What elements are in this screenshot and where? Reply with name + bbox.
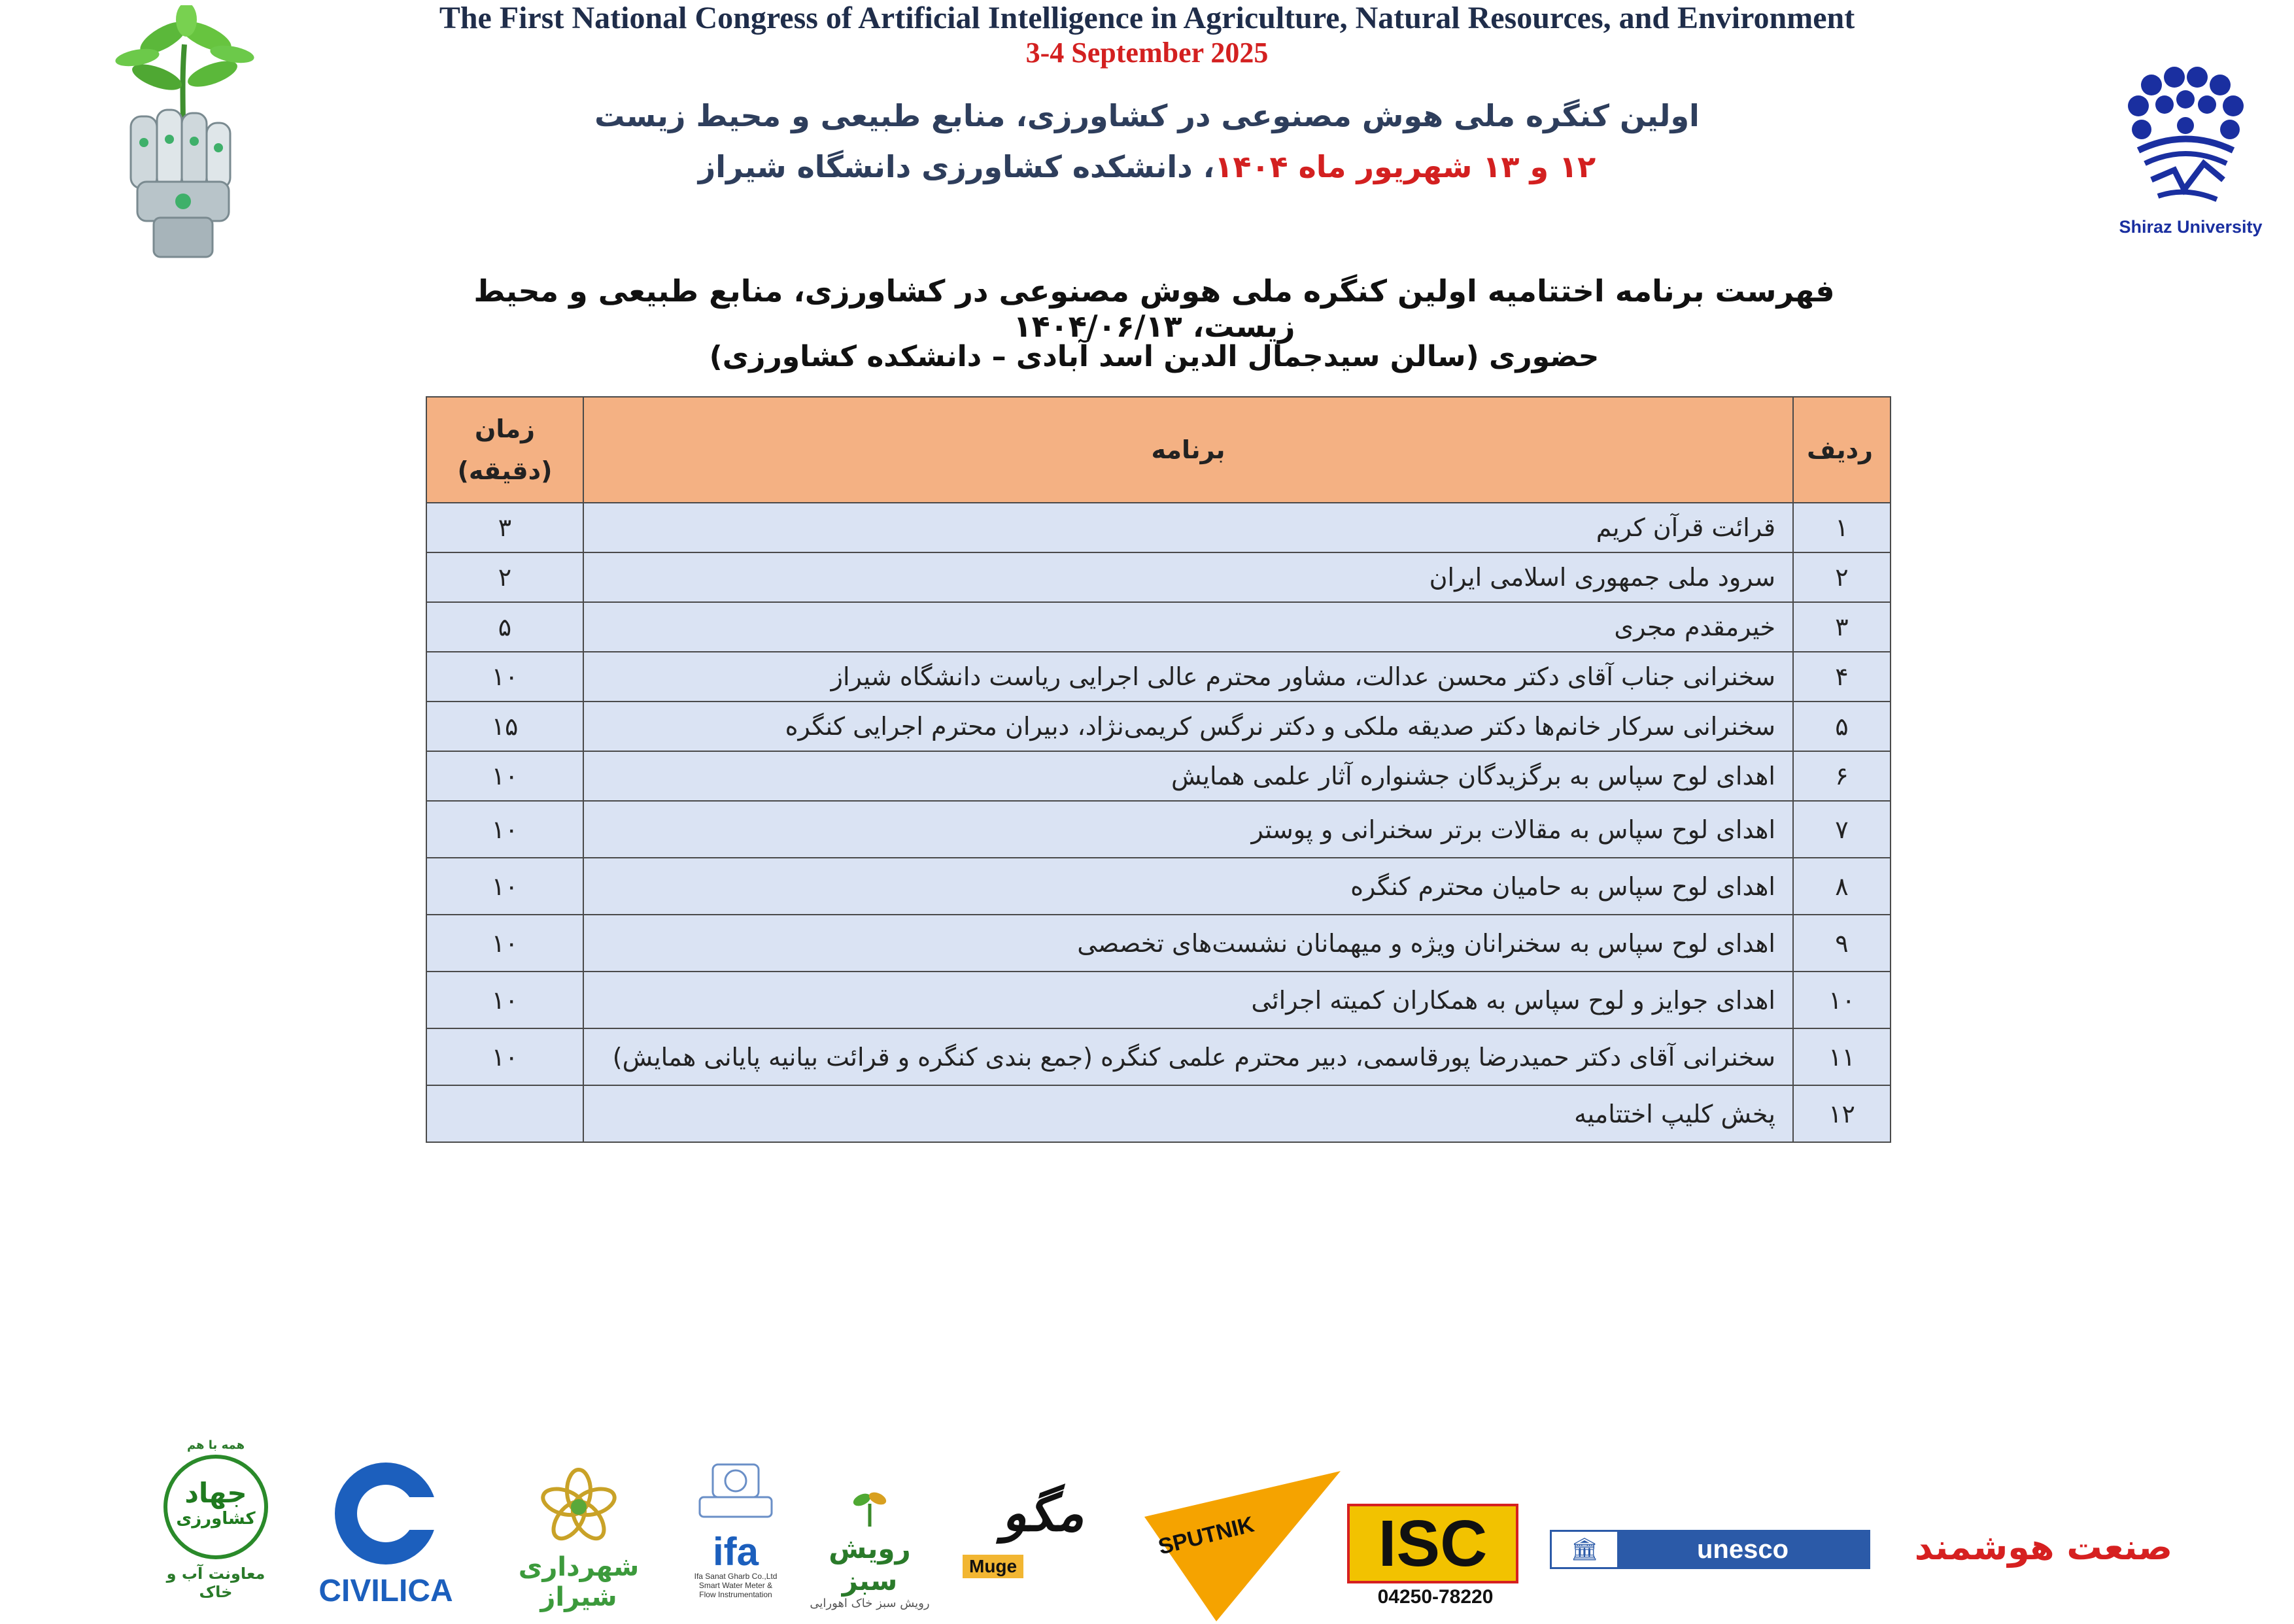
shahrdari-flower-icon — [530, 1464, 628, 1549]
row-time: ۱۵ — [426, 702, 583, 751]
row-time: ۱۰ — [426, 801, 583, 858]
sponsor-jahad-keshavarzi — [150, 1438, 281, 1608]
jahad-bottom-text: معاونت آب و خاک — [166, 1565, 265, 1601]
jahad-badge — [163, 1455, 268, 1559]
row-time: ۱۰ — [426, 972, 583, 1028]
row-num: ۷ — [1793, 801, 1891, 858]
sponsor-ifa — [680, 1458, 791, 1615]
jahad-main-text: جهاد — [184, 1477, 247, 1509]
congress-dates-en: 3-4 September 2025 — [1025, 37, 1269, 69]
header-num: ردیف — [1793, 397, 1891, 503]
row-num: ۱۱ — [1793, 1028, 1891, 1085]
row-time: ۵ — [426, 602, 583, 652]
table-row — [426, 602, 1891, 652]
table-row — [426, 972, 1891, 1028]
row-time: ۲ — [426, 552, 583, 602]
venue-line: حضوری (سالن سیدجمال الدین اسد آبادی – دانشکده کشاورزی) — [709, 340, 1600, 373]
row-program: سخنرانی آقای دکتر حمیدرضا پورقاسمی، دبیر محترم علمی کنگره (جمع بندی کنگره و قرائت بیانیه پایانی همایش) — [583, 1028, 1793, 1085]
row-time — [426, 1085, 583, 1142]
sponsor-isc — [1347, 1504, 1524, 1612]
sputnik-label: SPUTNIK — [1156, 1512, 1257, 1560]
row-program: اهدای لوح سپاس به حامیان محترم کنگره — [583, 858, 1793, 915]
unesco-temple-icon: 🏛 — [1570, 1536, 1599, 1563]
congress-title-en: The First National Congress of Artificial Intelligence in Agriculture, Natural Resources, and Environment — [439, 1, 1855, 35]
row-time: ۱۰ — [426, 915, 583, 972]
sprout-icon — [850, 1484, 889, 1530]
congress-dates-fa — [0, 149, 2294, 184]
row-time: ۱۰ — [426, 1028, 583, 1085]
row-num: ۵ — [1793, 702, 1891, 751]
row-program: اهدای جوایز و لوح سپاس به همکاران کمیته اجرائی — [583, 972, 1793, 1028]
row-program: سرود ملی جمهوری اسلامی ایران — [583, 552, 1793, 602]
sponsor-muge — [955, 1484, 1131, 1595]
civilica-c-icon — [298, 1458, 474, 1569]
row-program: خیرمقدم مجری — [583, 602, 1793, 652]
table-row — [426, 1085, 1891, 1142]
row-num: ۴ — [1793, 652, 1891, 702]
row-program: اهدای لوح سپاس به مقالات برتر سخنرانی و پوستر — [583, 801, 1793, 858]
header-program: برنامه — [583, 397, 1793, 503]
header-time-line2: (دقیقه) — [457, 456, 553, 485]
rooyesh-label: رویش سبز — [829, 1532, 911, 1597]
row-num: ۱۰ — [1793, 972, 1891, 1028]
rooyesh-sub: رویش سبز خاک اهورایی — [810, 1597, 930, 1610]
sanat-label: صنعت هوشمند — [1914, 1527, 2173, 1568]
table-row — [426, 702, 1891, 751]
table-row — [426, 801, 1891, 858]
isc-phone: 04250-78220 — [1377, 1586, 1494, 1608]
jahad-sub-text: کشاورزی — [176, 1509, 256, 1529]
dates-fa-highlight: ۱۲ و ۱۳ شهریور ماه ۱۴۰۴ — [1214, 149, 1596, 184]
civilica-label: CIVILICA — [318, 1574, 453, 1608]
table-row — [426, 552, 1891, 602]
isc-box — [1347, 1504, 1518, 1583]
muge-main-text: مگو — [1002, 1484, 1084, 1543]
muge-sub-text: Muge — [969, 1556, 1018, 1576]
row-num: ۱ — [1793, 503, 1891, 552]
ifa-label: ifa — [712, 1530, 759, 1574]
isc-label: ISC — [1378, 1507, 1488, 1580]
row-num: ۸ — [1793, 858, 1891, 915]
table-row — [426, 751, 1891, 801]
row-program: اهدای لوح سپاس به سخنرانان ویژه و میهمانان نشست‌های تخصصی — [583, 915, 1793, 972]
sponsor-sanat-hooshmand — [1890, 1527, 2197, 1572]
header-time — [426, 397, 583, 503]
row-time: ۱۰ — [426, 858, 583, 915]
table-row — [426, 915, 1891, 972]
program-title: فهرست برنامه اختتامیه اولین کنگره ملی هوش مصنوعی در کشاورزی، منابع طبیعی و محیط زیست، ۱۴۰۴/۰۶/۱۳ — [473, 273, 1835, 344]
sponsor-shahrdari-shiraz — [494, 1464, 664, 1612]
row-program: سخنرانی جناب آقای دکتر محسن عدالت، مشاور محترم عالی اجرایی ریاست دانشگاه شیراز — [583, 652, 1793, 702]
shiraz-university-emblem-icon — [2112, 65, 2256, 209]
unesco-label: unesco — [1696, 1534, 1789, 1564]
table-row — [426, 503, 1891, 552]
muge-badge — [963, 1555, 1023, 1578]
ifa-desc-1: Smart Water Meter & — [698, 1581, 773, 1590]
sponsor-sputnik — [1144, 1471, 1341, 1621]
row-time: ۳ — [426, 503, 583, 552]
row-num: ۱۲ — [1793, 1085, 1891, 1142]
row-time: ۱۰ — [426, 652, 583, 702]
ifa-desc-2: Flow Instrumentation — [699, 1590, 772, 1599]
water-meter-icon — [693, 1458, 778, 1530]
ifa-company: Ifa Sanat Gharb Co.,Ltd — [694, 1572, 778, 1581]
row-num: ۹ — [1793, 915, 1891, 972]
table-row — [426, 858, 1891, 915]
sponsor-unesco — [1550, 1530, 1870, 1569]
jahad-top-text: همه با هم — [186, 1438, 245, 1452]
sponsor-civilica — [298, 1458, 474, 1608]
row-num: ۶ — [1793, 751, 1891, 801]
header-time-line1: زمان — [474, 414, 536, 443]
row-program: اهدای لوح سپاس به برگزیدگان جشنواره آثار علمی همایش — [583, 751, 1793, 801]
sponsor-rooyesh-sabz — [804, 1484, 935, 1610]
table-row — [426, 652, 1891, 702]
table-row — [426, 1028, 1891, 1085]
row-time: ۱۰ — [426, 751, 583, 801]
row-program: سخنرانی سرکار خانم‌ها دکتر صدیقه ملکی و دکتر نرگس کریمی‌نژاد، دبیران محترم اجرایی کنگره — [583, 702, 1793, 751]
program-table — [426, 396, 1891, 1143]
row-program: پخش کلیپ اختتامیه — [583, 1085, 1793, 1142]
row-num: ۲ — [1793, 552, 1891, 602]
shahrdari-label: شهرداری شیراز — [518, 1552, 640, 1612]
row-program: قرائت قرآن کریم — [583, 503, 1793, 552]
dates-fa-rest: ، دانشکده کشاورزی دانشگاه شیراز — [698, 149, 1215, 184]
row-num: ۳ — [1793, 602, 1891, 652]
university-name-en: Shiraz University — [2119, 217, 2263, 237]
table-header-row — [426, 397, 1891, 503]
unesco-label-box — [1617, 1532, 1868, 1567]
congress-title-fa: اولین کنگره ملی هوش مصنوعی در کشاورزی، منابع طبیعی و محیط زیست — [594, 98, 1700, 133]
